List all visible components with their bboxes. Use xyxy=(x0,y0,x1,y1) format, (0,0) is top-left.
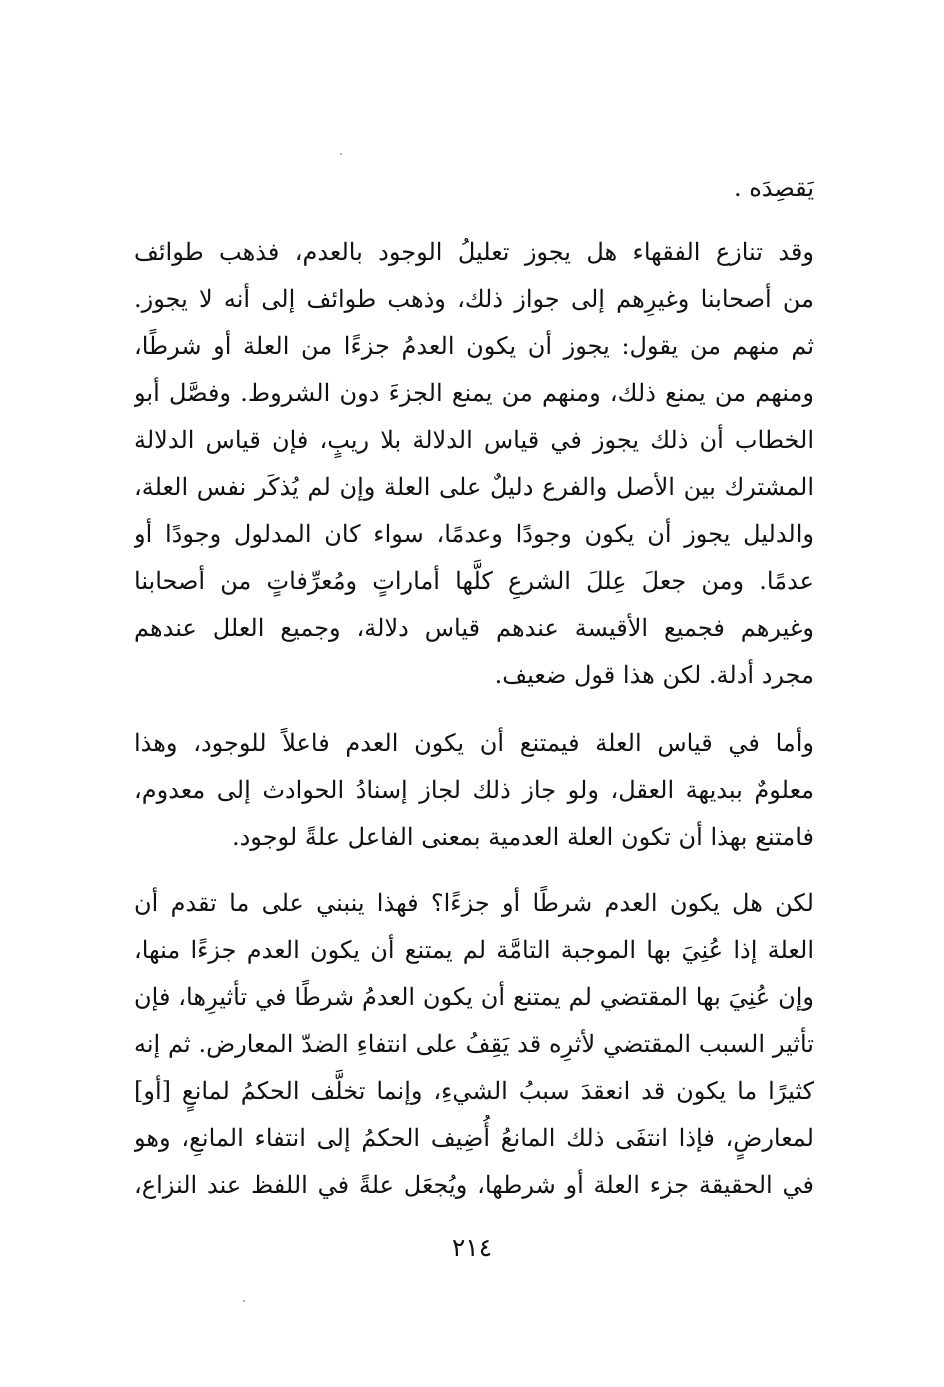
text-line: فامتنع بهذا أن تكون العلة العدمية بمعنى الفاعل علةً لوجود. xyxy=(231,823,814,851)
scan-speck xyxy=(243,1300,245,1302)
text-line: كثيرًا ما يكون قد انعقدَ سببُ الشيءِ، وإنما تخلَّف الحكمُ لمانعٍ [أو] xyxy=(134,1077,814,1105)
text-line: معلومٌ ببديهة العقل، ولو جاز ذلك لجاز إسنادُ الحوادث إلى معدوم، xyxy=(134,776,814,804)
text-line: في الحقيقة جزء العلة أو شرطها، ويُجعَل علةً في اللفظ عند النزاع، xyxy=(134,1171,814,1199)
text-line: وقد تنازع الفقهاء هل يجوز تعليلُ الوجود بالعدم، فذهب طوائف xyxy=(134,238,814,266)
scan-speck xyxy=(340,153,342,155)
text-line: تأثير السبب المقتضي لأثرِه قد يَقِفُ على انتفاءِ الضدّ المعارض. ثم إنه xyxy=(134,1030,814,1058)
text-line: وإن عُنِيَ بها المقتضي لم يمتنع أن يكون العدمُ شرطًا في تأثيرِها، فإن xyxy=(134,983,814,1011)
text-line: عدمًا. ومن جعلَ عِللَ الشرعِ كلَّها أماراتٍ ومُعرِّفاتٍ من أصحابنا xyxy=(134,567,814,595)
text-line: ومنهم من يمنع ذلك، ومنهم من يمنع الجزءَ دون الشروط. وفصَّل أبو xyxy=(134,379,814,407)
page-number: ٢١٤ xyxy=(451,1233,493,1262)
text-line: المشترك بين الأصل والفرع دليلٌ على العلة وإن لم يُذكَر نفس العلة، xyxy=(134,473,814,501)
text-line: وغيرهم فجميع الأقيسة عندهم قياس دلالة، وجميع العلل عندهم xyxy=(134,614,814,642)
text-line: العلة إذا عُنِيَ بها الموجبة التامَّة لم يمتنع أن يكون العدم جزءًا منها، xyxy=(134,936,814,964)
text-line: وأما في قياس العلة فيمتنع أن يكون العدم فاعلاً للوجود، وهذا xyxy=(134,729,814,757)
text-line: يَقصِدَه . xyxy=(733,174,814,202)
text-line: والدليل يجوز أن يكون وجودًا وعدمًا، سواء كان المدلول وجودًا أو xyxy=(134,520,814,548)
text-line: من أصحابنا وغيرِهم إلى جواز ذلك، وذهب طوائف إلى أنه لا يجوز. xyxy=(134,285,814,313)
text-line: الخطاب أن ذلك يجوز في قياس الدلالة بلا ريبٍ، فإن قياس الدلالة xyxy=(134,426,814,454)
text-line: مجرد أدلة. لكن هذا قول ضعيف. xyxy=(494,661,814,689)
text-line: لكن هل يكون العدم شرطًا أو جزءًا؟ فهذا ينبني على ما تقدم أن xyxy=(134,889,814,917)
text-line: لمعارضٍ، فإذا انتفَى ذلك المانعُ أُضِيف الحكمُ إلى انتفاء المانعِ، وهو xyxy=(134,1124,814,1152)
text-line: ثم منهم من يقول: يجوز أن يكون العدمُ جزءًا من العلة أو شرطًا، xyxy=(134,332,814,360)
